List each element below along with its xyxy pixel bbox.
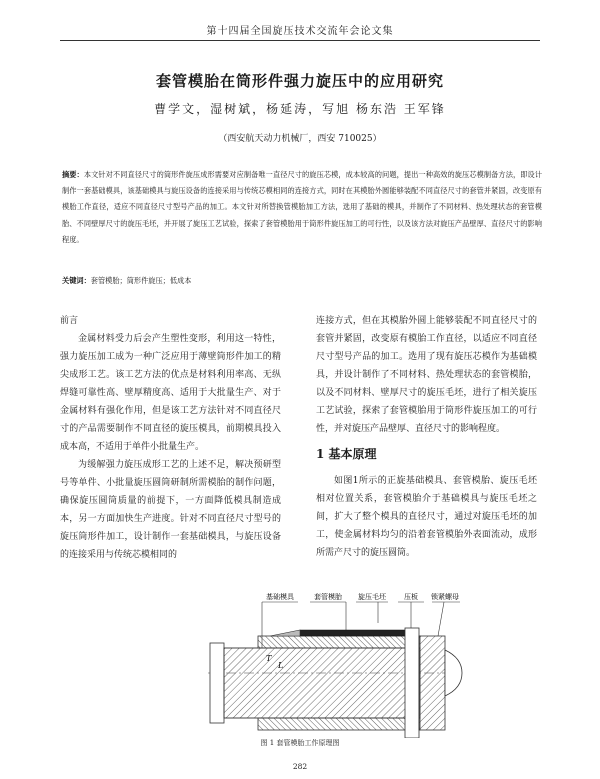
paper-title: 套管模胎在筒形件强力旋压中的应用研究 (155, 72, 444, 90)
abstract-label: 摘要： (62, 170, 84, 179)
figure-1 (200, 588, 470, 756)
base-mold-body (224, 648, 420, 718)
right-column (316, 312, 537, 562)
preface-heading: 前言 (60, 316, 79, 326)
keywords (62, 276, 542, 286)
spun-section (270, 630, 300, 636)
right-paragraph: 连接方式，但在其模胎外圆上能够装配不同直径尺寸的套管并紧固，改变原有模胎工作直径，以适应不同直径尺寸型号产品的加工。选用了现有旋压芯模作为基础模具，并设计制作了不同材料、热处理状态的套管模胎，以及不同材料、壁厚尺寸的旋压毛坯，进行了相关旋压工艺试验，探索了套管模胎用于筒形件旋压加工的可行性，并对旋压产品壁厚、直径尺寸的影响程度。 (316, 316, 537, 434)
label-lock-nut: 锁紧螺母 (431, 593, 459, 601)
left-paragraph: 为缓解强力旋压成形工艺的上述不足，解决预研型号等单件、小批量旋压圆筒研制所需模胎的制作问题，确保旋压圆筒质量的前提下，一方面降低模具制造成本，另一方面加快生产进度。针对不同直径尺寸型号的旋压筒形件加工，设计制作一套基础模具，与旋压设备的连接采用与传统芯模相同的 (60, 460, 281, 560)
sleeve-mold-top (258, 636, 420, 648)
running-header: 第十四届全国旋压技术交流年会论文集 (206, 26, 394, 37)
keywords-text: 套管模胎；筒形件旋压；低成本 (90, 276, 192, 285)
affiliation: （西安航天动力机械厂，西安 710025） (218, 134, 382, 144)
nut-end (445, 650, 462, 696)
left-column (60, 312, 281, 564)
left-paragraph: 金属材料受力后会产生塑性变形，利用这一特性，强力旋压加工成为一种广泛应用于薄壁筒形件加工的精尖成形工艺。该工艺方法的优点是材料利用率高、无纵焊缝可靠性高、壁厚精度高、适用于大批量生产、对于金属材料有强化作用，但是该工艺方法针对不同直径尺寸的产品需要制作不同直径的旋压模具，前期模具投入成本高，不适用于单件小批量生产。 (60, 334, 281, 452)
abstract (62, 167, 542, 248)
keywords-label: 关键词： (62, 276, 91, 285)
page-number: 282 (292, 762, 308, 771)
pressure-plate (405, 628, 419, 738)
label-blank: 旋压毛坯 (358, 593, 386, 601)
figure-caption: 图 1 套管模胎工作原理图 (260, 739, 340, 747)
label-base-mold: 基础模具 (266, 593, 294, 601)
spinning-blank (300, 630, 410, 636)
label-sleeve-mold: 套管模胎 (314, 593, 342, 601)
figure-drawing (200, 588, 470, 738)
header-rule (60, 40, 540, 41)
marker-l: L (278, 661, 284, 670)
drive-flange (210, 643, 224, 723)
marker-t: T (266, 654, 272, 663)
sleeve-mold-bottom (258, 718, 420, 730)
right-paragraph: 如图1所示的正旋基础模具、套管模胎、旋压毛坯相对位置关系，套管模胎介于基础模具与旋压毛坯之间，扩大了整个模具的直径尺寸，通过对旋压毛坯的加工，使金属材料均匀的沿着套管模胎外表面流动，成形所需产尺寸的旋压圆筒。 (316, 476, 537, 558)
section-heading: 1 基本原理 (316, 447, 377, 461)
label-plate: 压板 (404, 593, 418, 601)
lock-nut (419, 636, 445, 730)
authors: 曹学文，湿树斌，杨延涛，写旭 杨东浩 王军锋 (154, 102, 446, 116)
assembly-drawing (208, 628, 462, 738)
abstract-text: 本文针对不同直径尺寸的筒形件旋压成形需要对应制备唯一直径尺寸的旋压芯模，成本较高的问题，提出一种高效的旋压芯模制备方法，即设计制作一套基础模具，该基础模具与旋压设备的连接采用与传统芯模相同的连接方式，同时在其模胎外圆能够装配不同直径尺寸的套管并紧固，改变原有模胎工作直径，适应不同直径尺寸型号产品的加工。本文针对所替换管模胎加工方法，选用了基础的模具，并制作了不同材料、热处理状态的套管模胎、不同壁厚尺寸的旋压毛坯，并开展了旋压工艺试验，探索了套管模胎用于筒形件旋压加工的可行性，以及该方法对旋压产品壁厚、直径尺寸的影响程度。 (62, 170, 542, 244)
